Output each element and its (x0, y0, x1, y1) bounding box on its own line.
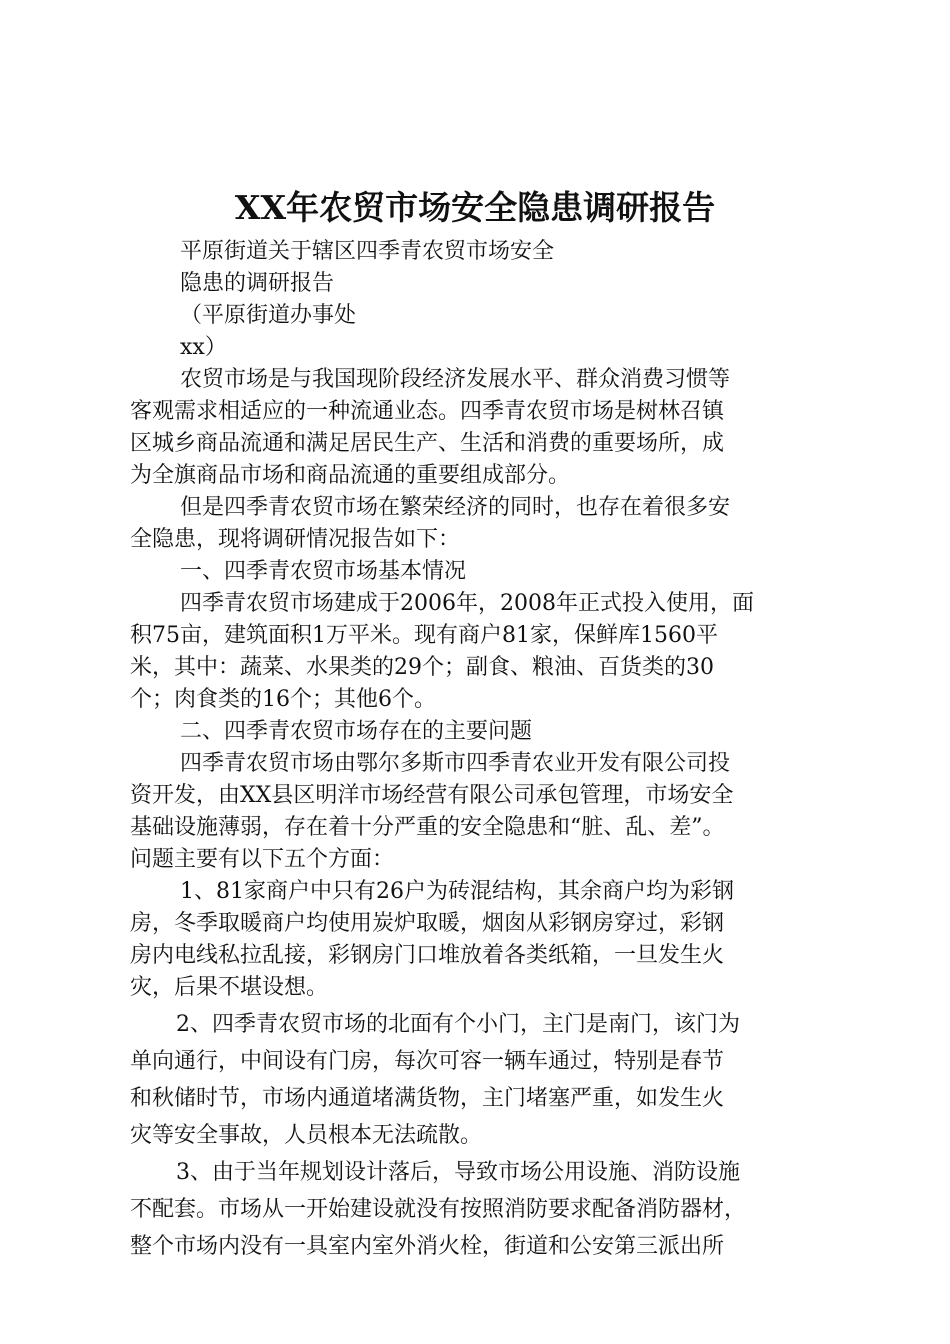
text-line: 2、四季青农贸市场的北面有个小门，主门是南门，该门为 (176, 1012, 740, 1037)
text-line: 一、四季青农贸市场基本情况 (180, 559, 467, 584)
text-line: 和秋储时节，市场内通道堵满货物，主门堵塞严重，如发生火 (130, 1086, 725, 1111)
text-line: 资开发，由XX县区明洋市场经营有限公司承包管理，市场安全 (130, 783, 734, 808)
text-line: 问题主要有以下五个方面： (130, 847, 395, 872)
text-line: xx） (180, 335, 227, 360)
text-line: 灾等安全事故，人员根本无法疏散。 (130, 1123, 483, 1148)
text-line: 四季青农贸市场建成于2006年，2008年正式投入使用，面 (180, 591, 754, 616)
text-line: 不配套。市场从一开始建设就没有按照消防要求配备消防器材， (130, 1197, 747, 1222)
text-line: 3、由于当年规划设计落后，导致市场公用设施、消防设施 (176, 1160, 740, 1185)
text-line: （平原街道办事处 (180, 303, 357, 328)
text-line: 基础设施薄弱，存在着十分严重的安全隐患和“脏、乱、差”。 (130, 815, 725, 840)
text-line: 区城乡商品流通和满足居民生产、生活和消费的重要场所，成 (130, 431, 725, 456)
text-line: 农贸市场是与我国现阶段经济发展水平、群众消费习惯等 (180, 367, 731, 392)
text-line: 平原街道关于辖区四季青农贸市场安全 (180, 239, 555, 264)
text-line: 四季青农贸市场由鄂尔多斯市四季青农业开发有限公司投 (180, 751, 731, 776)
text-line: 单向通行，中间设有门房，每次可容一辆车通过，特别是春节 (130, 1049, 725, 1074)
text-line: 但是四季青农贸市场在繁荣经济的同时，也存在着很多安 (180, 495, 731, 520)
text-line: 为全旗商品市场和商品流通的重要组成部分。 (130, 463, 571, 488)
text-line: 全隐患，现将调研情况报告如下： (130, 527, 461, 552)
text-line: 房内电线私拉乱接，彩钢房门口堆放着各类纸箱，一旦发生火 (130, 943, 725, 968)
text-line: 积75亩，建筑面积1万平米。现有商户81家，保鲜库1560平 (130, 623, 718, 648)
text-line: 整个市场内没有一具室内室外消火栓，街道和公安第三派出所 (130, 1234, 725, 1259)
text-line: 隐患的调研报告 (180, 271, 335, 296)
document-body (130, 236, 830, 1263)
text-line: 二、四季青农贸市场存在的主要问题 (180, 719, 533, 744)
text-line: 灾，后果不堪设想。 (130, 975, 329, 1000)
text-line: 客观需求相适应的一种流通业态。四季青农贸市场是树林召镇 (130, 399, 725, 424)
text-line: 房，冬季取暖商户均使用炭炉取暖，烟囱从彩钢房穿过，彩钢 (130, 911, 725, 936)
text-line: 1、81家商户中只有26户为砖混结构，其余商户均为彩钢 (180, 879, 734, 904)
text-line: 个；肉食类的16个；其他6个。 (130, 687, 436, 712)
text-line: 米，其中：蔬菜、水果类的29个；副食、粮油、百货类的30 (130, 655, 714, 680)
document-title: XX年农贸市场安全隐患调研报告 (234, 188, 716, 227)
